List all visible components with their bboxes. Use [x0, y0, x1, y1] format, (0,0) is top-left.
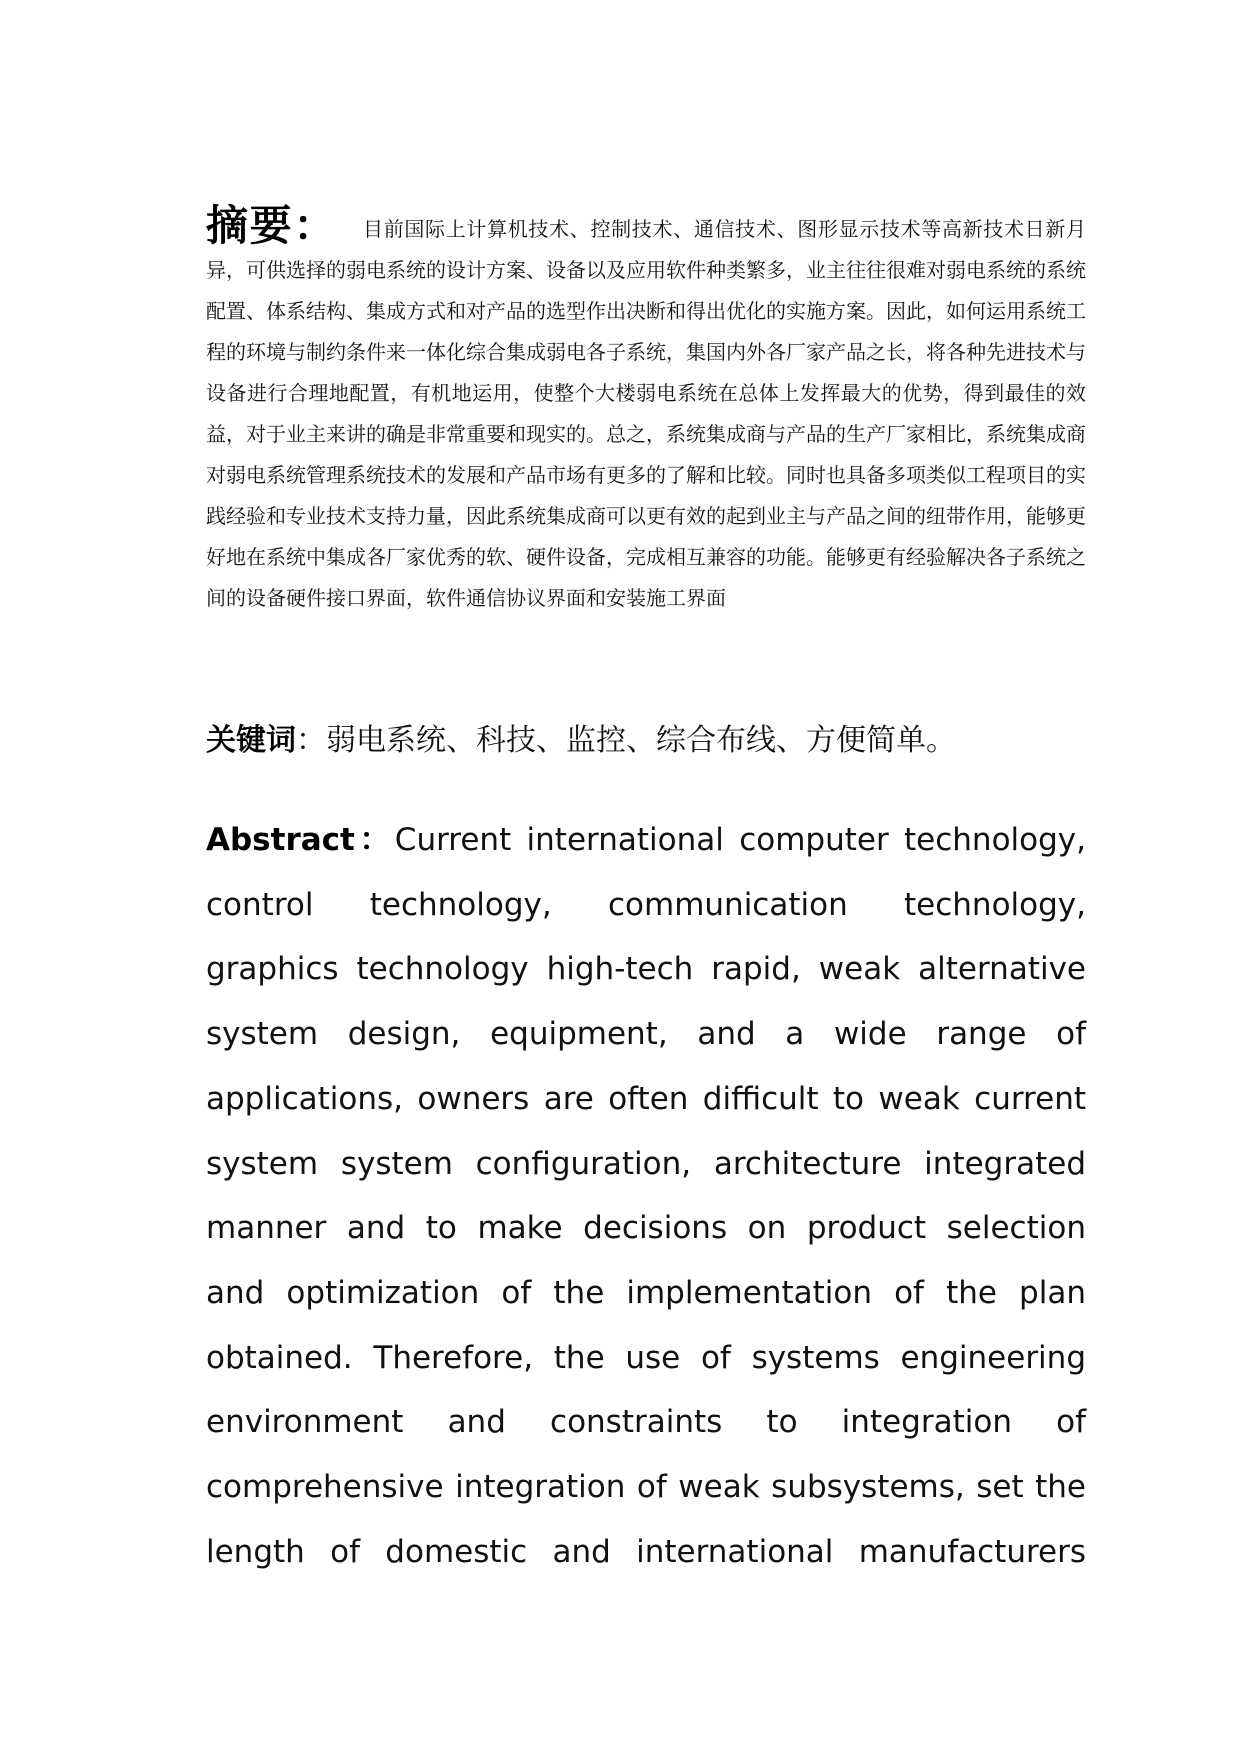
- keywords-text: ：弱电系统、科技、监控、综合布线、方便简单。: [296, 723, 956, 758]
- english-abstract-heading: Abstract：: [206, 822, 395, 858]
- keywords-label: 关键词: [206, 723, 296, 758]
- chinese-abstract-body: 目前国际上计算机技术、控制技术、通信技术、图形显示技术等高新技术日新月异，可供选择的弱电系统的设计方案、设备以及应用软件种类繁多，业主往往很难对弱电系统的系统配置、体系结构、集成方式和对产品的选型作出决断和得出优化的实施方案。因此，如何运用系统工程的环境与制约条件来一体化综合集成弱电各子系统，集国内外各厂家产品之长，将各种先进技术与设备进行合理地配置，有机地运用，使整个大楼弱电系统在总体上发挥最大的优势，得到最佳的效益，对于业主来讲的确是非常重要和现实的。总之，系统集成商与产品的生产厂家相比，系统集成商对弱电系统管理系统技术的发展和产品市场有更多的了解和比较。同时也具备多项类似工程项目的实践经验和专业技术支持力量，因此系统集成商可以更有效的起到业主与产品之间的纽带作用，能够更好地在系统中集成各厂家优秀的软、硬件设备，完成相互兼容的功能。能够更有经验解决各子系统之间的设备硬件接口界面，软件通信协议界面和安装施工界面: [206, 217, 1086, 610]
- chinese-abstract-heading: 摘要：: [206, 201, 338, 250]
- english-abstract-body: Current international computer technology, control technology, communication technology, graphics technology high-tech rapid, weak alternative system design, equipment, and a wide range of applications, owners are often difficult to weak current system system configuration, architecture integrated manner and to make decisions on product selection and optimization of the implementation of the plan obtained. Therefore, the use of systems engineering environment and constraints to integration of comprehensive integration of weak subsystems, set the length of domestic and international manufacturers: [206, 822, 1087, 1570]
- english-abstract: [206, 808, 1086, 1584]
- chinese-abstract: [206, 201, 1086, 619]
- keywords-line: [206, 715, 1086, 767]
